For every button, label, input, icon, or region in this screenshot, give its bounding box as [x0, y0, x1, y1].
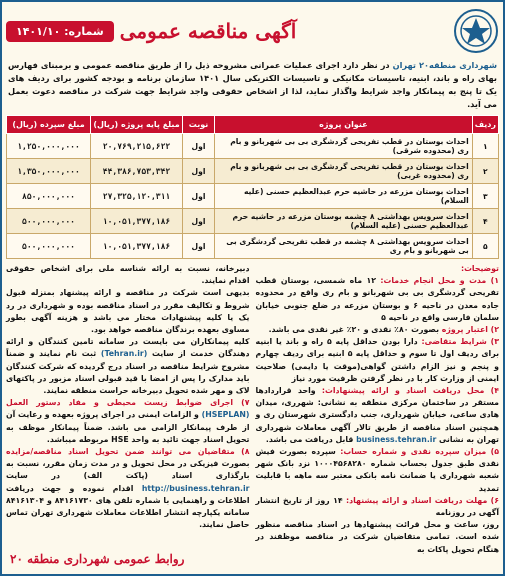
project-title: احداث سرویس بهداشتی ۸ چشمه بوستان مزرعه در حاشیه حرم عبدالعظیم حسنی (علیه السلام) — [215, 209, 473, 234]
round: اول — [183, 234, 215, 259]
round: اول — [183, 134, 215, 159]
base-price: ۴۴,۳۸۶,۷۵۳,۳۴۲ — [91, 159, 183, 184]
note-conditions: بدیهی است شرکت در مناقصه و ارائه پیشنهاد بمنزله قبول شروط و تکالیف مقرر در اسناد مناقصه بوده و شهرداری در رد یک یا کلیه پیشنهادات مختار می باشد و هزینه آگهی بطور مساوی بعهده برندگان مناقصه خواهد بود. — [6, 288, 250, 335]
base-price: ۲۷,۳۲۵,۱۲۰,۳۱۱ — [91, 184, 183, 209]
deposit: ۵۰۰,۰۰۰,۰۰۰ — [7, 234, 91, 259]
description-heading: توضیحات: — [460, 264, 499, 273]
clause-7: روز، ساعت و محل قرائت پیشنهادها در اسناد مناقصه منظور شده است. تمامی متقاضیان شرکت در مناقصه موظفند در هنگام تحویل پاکات به — [255, 520, 499, 554]
base-price: ۱۰,۰۵۱,۳۷۷,۱۸۶ — [91, 209, 183, 234]
table-row — [7, 209, 499, 234]
intro-text: در نظر دارد اجرای عملیات عمرانی مشروحه ذیل را از طریق مناقصه عمومی و برمبنای فهارس بهای راه و باند، ابنیه، تاسیسات مکانیکی و تاسیسات الکتریکی سال ۱۴۰۱ سازمان برنامه و بودجه کشور برای ردیف های یک تا پنج به پیمانکار واجد شرایط واگذار نماید، لذا از اشخاص حقوقی واجد شرایط جهت شرکت در مناقصه دعوت بعمل می آید. — [8, 60, 498, 109]
business-site-link[interactable]: business.tehran.ir — [356, 434, 437, 444]
intro-paragraph — [8, 59, 497, 111]
col-round: نوبت — [183, 116, 215, 134]
col-deposit: مبلغ سپرده (ریال) — [7, 116, 91, 134]
deposit: ۱,۳۵۰,۰۰۰,۰۰۰ — [7, 159, 91, 184]
base-price: ۱۰,۰۵۱,۳۷۷,۱۸۶ — [91, 234, 183, 259]
clause-2: ۲) اعتبار پروژه بصورت ۸۰٪ نقدی و ۲۰٪ غیر نقدی می باشد. — [268, 325, 499, 335]
title-bar — [6, 19, 296, 43]
clause-1: ۱) مدت و محل انجام خدمات: ۱۲ ماه شمسی، بوستان قطب تفریحی گردشگری بی بی شهربانو و بام ری واقع در محدوده جاده معدن در ناحیه ۶ و بوستان مزرعه در ضلع جنوبی خیابان سلمان فارسی واقع در ناحیه ۵ — [255, 276, 499, 322]
business-url-link[interactable]: http://business.tehran.ir — [141, 483, 250, 493]
deposit: ۸۵۰,۰۰۰,۰۰۰ — [7, 184, 91, 209]
ad-number: شماره: ۱۴۰۱/۱۰ — [6, 21, 114, 42]
tehran-site-link[interactable]: (Tehran.ir) — [100, 349, 148, 359]
projects-table — [6, 115, 499, 259]
clause-5: ۵) میزان سپرده نقدی و شماره حساب: سپرده بصورت فیش نقدی طبق جدول بحساب شماره ۱۰۰۰۴۵۶۸۲۸۰ نزد بانک شهر شعبه شهرداری یا ضمانت نامه بانکی معتبر سه ماهه با قابلیت تمدید — [255, 447, 499, 493]
table-row — [7, 184, 499, 209]
organization-name: شهرداری منطقه۲۰ تهران — [392, 60, 498, 70]
project-title: احداث سرویس بهداشتی ۸ چشمه در قطب تفریحی گردشگری بی بی شهربانو و بام ری — [215, 234, 473, 259]
col-base-price: مبلغ پایه پروژه (ریال) — [91, 116, 183, 134]
col-project-title: عنوان پروژه — [215, 116, 473, 134]
footer-signature: روابط عمومی شهرداری منطقه ۲۰ — [10, 552, 185, 566]
round: اول — [183, 209, 215, 234]
base-price: ۲۰,۷۶۹,۲۱۵,۶۲۲ — [91, 134, 183, 159]
clause-upload: ۸) متقاضیان می توانند ضمن تحویل اسناد مناقصه/مزایده بصورت فیزیکی در محل تحویل و در مدت زمان مقرر، نسبت به بارگذاری اسناد (پاکت الف) در سایت http://business.tehran.ir اقدام نموده و جهت دریافت اطلاعات و راهنمایی با شماره تلفن های ۸۴۱۶۱۷۳۰ و ۸۴۱۶۱۳۰۴ سامانه یکپارچه انتشار اطلاعات معاملات شهرداری تهران تماس حاصل نمایند. — [6, 447, 250, 530]
header — [6, 5, 499, 57]
row-number: ۵ — [472, 234, 498, 259]
row-number: ۳ — [472, 184, 498, 209]
project-title: احداث بوستان مزرعه در حاشیه حرم عبدالعظیم حسنی (علیه السلام) — [215, 184, 473, 209]
ad-title: آگهی مناقصه عمومی — [119, 19, 297, 43]
deposit: ۱,۲۵۰,۰۰۰,۰۰۰ — [7, 134, 91, 159]
table-row — [7, 234, 499, 259]
clause-4: ۴) محل دریافت اسناد و ارائه پیشنهادات: واحد قراردادها مستقر در ساختمان مرکزی منطقه به نشانی: شهرری، میدان هادی ساعی، خیابان شهرداری، جنب دادگستری شهرستان ری و همچنین اسناد مناقصه از طریق تالار آگهی معاملات شهرداری تهران به نشانی business.tehran.ir قابل دریافت می باشد. — [255, 386, 499, 444]
round: اول — [183, 184, 215, 209]
clause-3: ۳) شرایط متقاضی: دارا بودن حداقل پایه ۵ راه و باند یا ابنیه برای ردیف اول تا سوم و حداقل پایه ۵ ابنیه برای ردیف چهارم و پنجم و نیز الزام داشتن گواهی(موقت یا دایمی) صلاحیت ایمنی از وزارت کار با در نظر گرفتن ظرفیت مورد نیاز — [255, 337, 499, 383]
note-registration: کلیه پیمانکاران می بایست در سامانه تامین کنندگان و ارائه دهندگان خدمت از سایت (Tehran.ir) ثبت نام نمایند و ضمناً مشروح شرایط مناقصه در اسناد درج گردیده که شرکت کنندگان باید مدارک را پس از امضا با قید قبولی اسناد مزبور در پاکتهای لاک و مهر شده تحویل دبیرخانه حراست منطقه نمایند. — [6, 337, 250, 396]
table-row — [7, 134, 499, 159]
deposit: ۵۰۰,۰۰۰,۰۰۰ — [7, 209, 91, 234]
project-title: احداث بوستان در قطب تفریحی گردشگری بی بی شهربانو و بام ری (محدوده شرقی) — [215, 134, 473, 159]
col-row-number: ردیف — [472, 116, 498, 134]
description-left-column — [6, 263, 250, 556]
note-national-id: دبیرخانه، نسبت به ارائه شناسه ملی برای اشخاص حقوقی اقدام نمایند. — [6, 264, 250, 286]
clause-hse: ۷) اجرای ضوابط زیست محیطی و مفاد دستور العمل (HSEPLAN) و الزامات ایمنی در اجرای پروژه بعهده و رعایت آن از طرف پیمانکار الزامی می باشد. ضمناً پیمانکار موظف به تحویل اسناد جهت تائید به واحد HSE مربوطه میباشد. — [6, 398, 250, 444]
description-right-column — [256, 263, 500, 556]
description-body — [6, 263, 499, 556]
table-header-row — [7, 116, 499, 134]
project-title: احداث بوستان در قطب تفریحی گردشگری بی بی شهربانو و بام ری (محدوده غربی) — [215, 159, 473, 184]
table-row — [7, 159, 499, 184]
row-number: ۴ — [472, 209, 498, 234]
tehran-municipality-logo-icon — [453, 8, 499, 54]
clause-6: ۶) مهلت دریافت اسناد و ارائه پیشنهاد: ۱۴ روز از تاریخ انتشار آگهی در روزنامه — [255, 495, 499, 518]
round: اول — [183, 159, 215, 184]
row-number: ۱ — [472, 134, 498, 159]
row-number: ۲ — [472, 159, 498, 184]
